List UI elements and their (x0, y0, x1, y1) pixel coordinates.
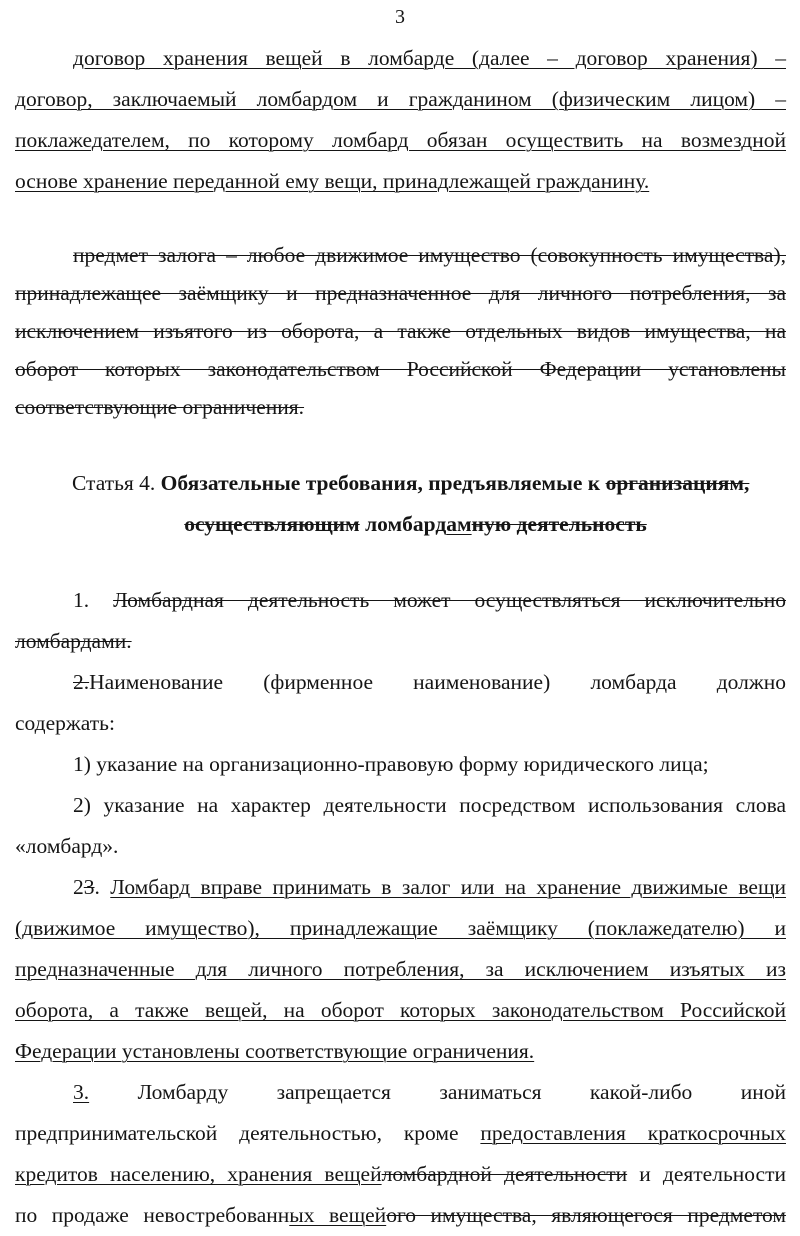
text-line: Федерации установлены соответствующие ограничения. (15, 1039, 535, 1063)
text-line-struck: ломбардной деятельности (381, 1162, 628, 1186)
text-line: предназначенные для личного потребления, за исключением изъятых из (15, 957, 786, 981)
text-line: исключением изъятого из оборота, а также отдельных видов имущества, на (15, 319, 786, 343)
text-line: ломбардами. (15, 629, 132, 653)
text-line: Ломбард вправе принимать в залог или на хранение движимые вещи (110, 875, 787, 899)
article-label: Статья 4. (72, 471, 156, 495)
text-line: 2) указание на характер деятельности посредством использования слова (73, 793, 786, 817)
item-number (73, 875, 100, 899)
text-line: Ломбарду запрещается заниматься какой-либо иной (137, 1080, 787, 1104)
definition-storage-contract (15, 38, 786, 202)
text-line: принадлежащее заёмщику и предназначенное для личного потребления, за (15, 281, 786, 305)
article-title-struck: ную деятельность (471, 512, 647, 536)
item-number: 3. (73, 1080, 90, 1104)
text-line-inserted: предоставления краткосрочных (480, 1121, 786, 1145)
text-line: по продаже невостребованн (15, 1203, 290, 1227)
definition-pledge-subject (15, 236, 786, 426)
text-line: «ломбард». (15, 834, 119, 858)
text-line: оборота, а также вещей, на оборот которых законодательством Российской (15, 998, 786, 1022)
text-line: основе хранение переданной ему вещи, принадлежащей гражданину. (15, 169, 650, 193)
item-number: 1. (73, 588, 90, 612)
item-number-old: 3 (83, 875, 95, 899)
text-line-struck: ого имущества, являющегося предметом (386, 1203, 787, 1227)
text-line: 1) указание на организационно-правовую форму юридического лица; (73, 752, 709, 776)
text-line: оборот которых законодательством Российской Федерации установлены (15, 357, 786, 381)
item-number-dot: . (94, 875, 100, 899)
article-title-struck: осуществляющим (184, 512, 360, 536)
text-line: поклажедателем, по которому ломбард обязан осуществить на возмездной (15, 128, 786, 152)
page-number: 3 (395, 6, 405, 28)
article-body (15, 580, 786, 1236)
text-line: Ломбардная деятельность может осуществляться исключительно (113, 588, 786, 612)
article-title-inserted: ам (446, 512, 472, 536)
text-line: соответствующие ограничения. (15, 395, 305, 419)
text-line: договор, заключаемый ломбардом и гражданином (физическим лицом) – (15, 87, 786, 111)
text-line: предпринимательской деятельностью, кроме (15, 1121, 459, 1145)
text-line: договор хранения вещей в ломбарде (далее – договор хранения) – (73, 46, 786, 70)
article-heading (15, 463, 786, 545)
text-line: предмет залога – любое движимое имущество (совокупность имущества), (73, 243, 786, 267)
text-line: Наименование (фирменное наименование) ломбарда должно (89, 670, 786, 694)
text-line: (движимое имущество), принадлежащие заёмщику (поклажедателю) и (15, 916, 786, 940)
item-number-struck: 2. (73, 670, 90, 694)
article-title: ломбард (365, 512, 447, 536)
article-title: Обязательные требования, предъявляемые к (160, 471, 601, 495)
item-number-new: 2 (73, 875, 84, 899)
text-line: содержать: (15, 711, 115, 735)
article-title-struck: организациям, (605, 471, 750, 495)
text-line-inserted: ых вещей (289, 1203, 387, 1227)
text-line: и деятельности (639, 1162, 786, 1186)
text-line-inserted: кредитов населению, хранения вещей (15, 1162, 382, 1186)
